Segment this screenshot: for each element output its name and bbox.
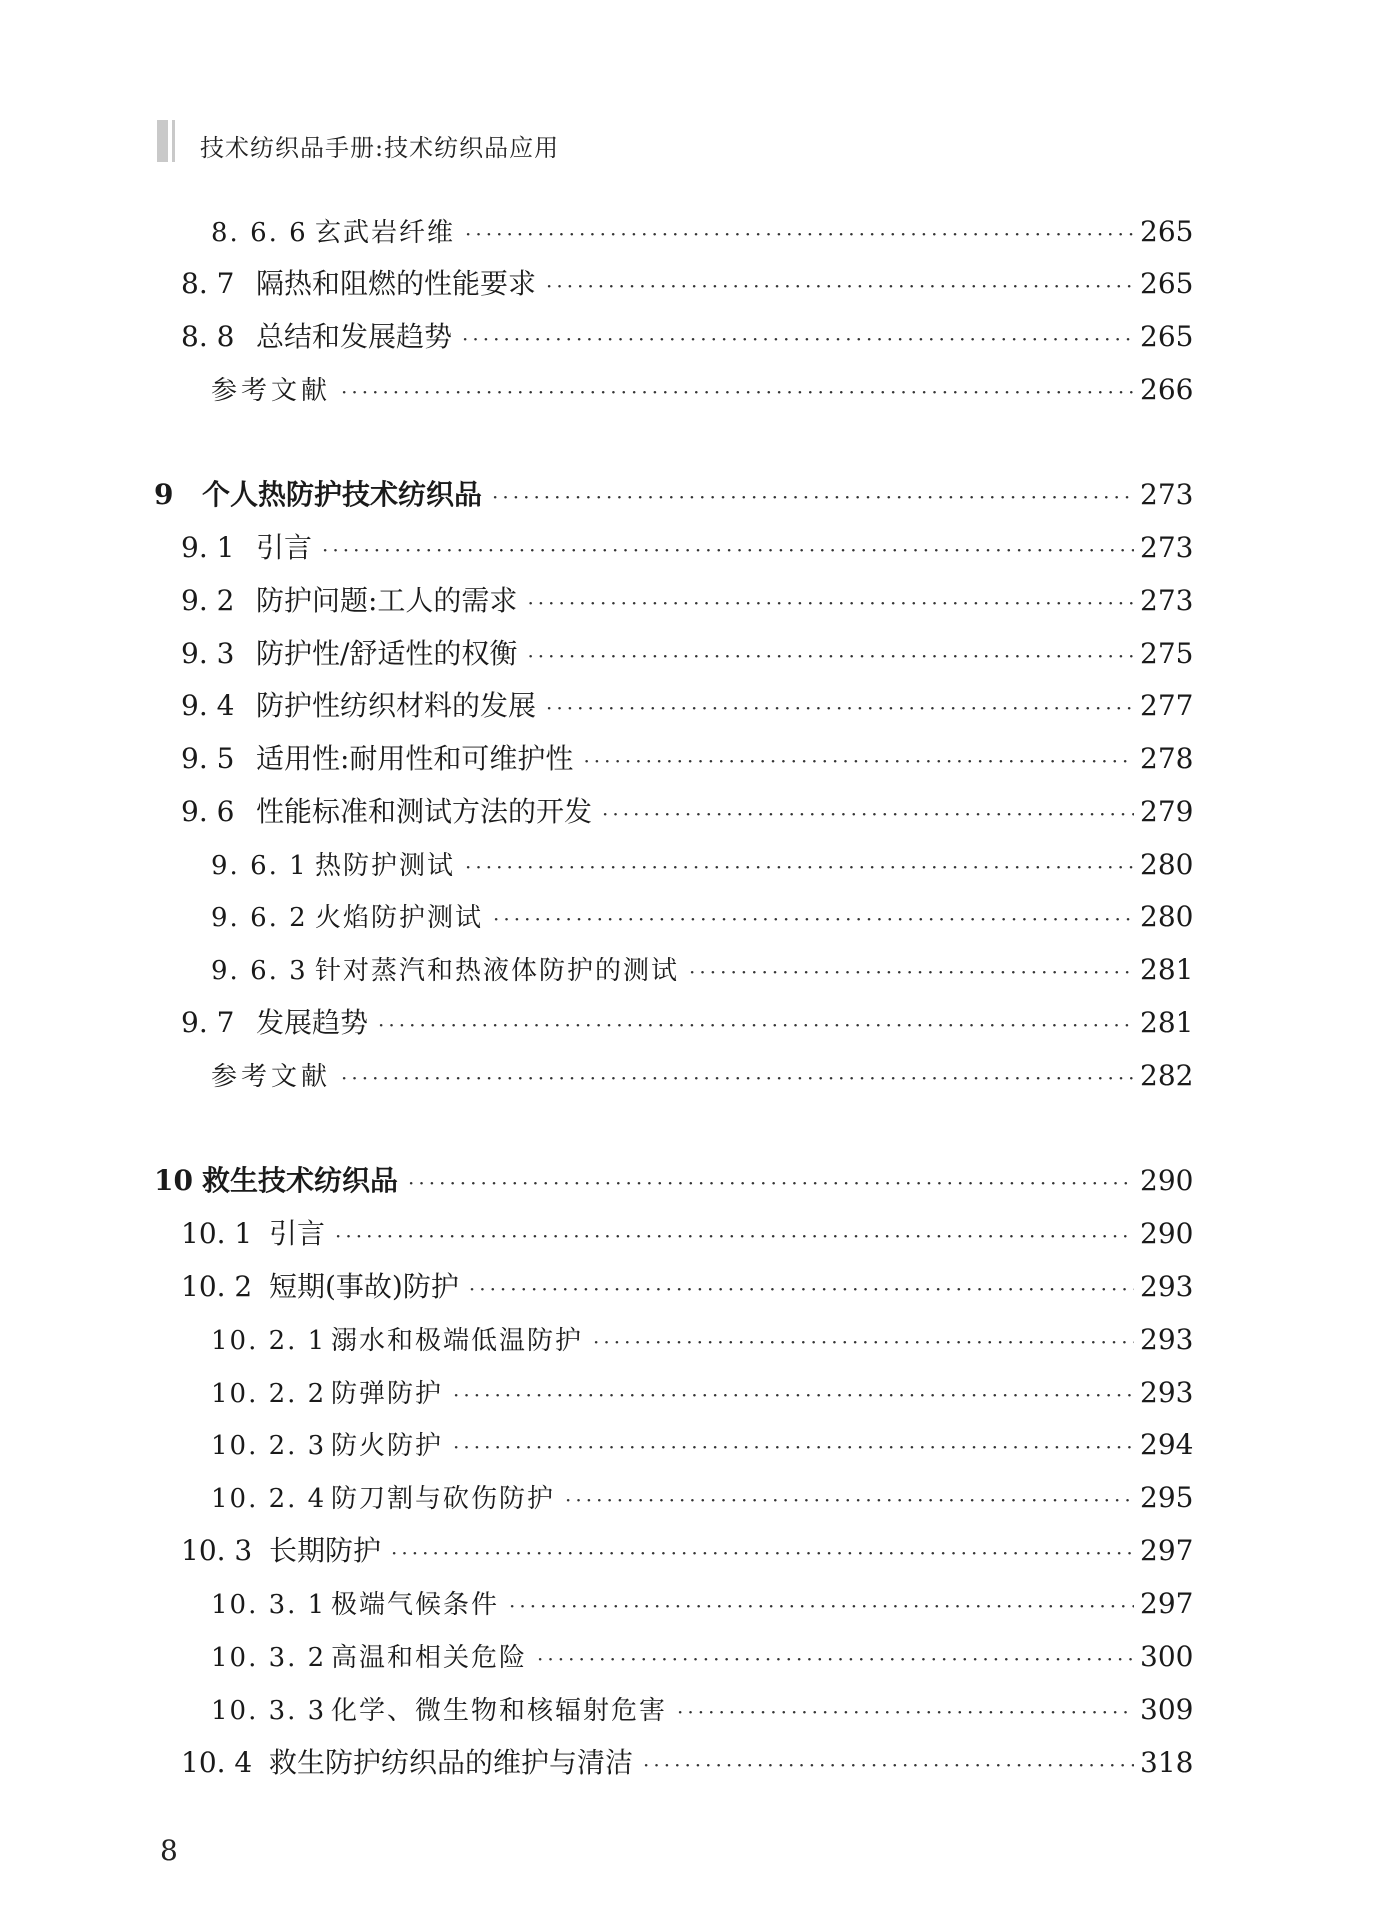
toc-entry-number: 9. 6. 3 — [211, 956, 308, 986]
toc-entry-number: 10 — [154, 1164, 193, 1197]
toc-leader-dots — [527, 583, 1134, 623]
toc-entry-title: 极端气候条件 — [331, 1590, 500, 1620]
toc-entry-page: 318 — [1140, 1746, 1194, 1779]
toc-entry-title: 适用性:耐用性和可维护性 — [256, 742, 574, 775]
toc-entry-number: 9. 6. 1 — [211, 851, 308, 881]
toc-entry-title: 防火防护 — [331, 1431, 444, 1461]
toc-entry-page: 297 — [1140, 1534, 1194, 1567]
toc-entry-title: 火焰防护测试 — [315, 903, 484, 933]
toc-leader-dots — [493, 899, 1134, 939]
toc-entry-title: 参考文献 — [211, 376, 332, 406]
toc-leader-dots — [453, 1427, 1134, 1467]
toc-entry-page: 290 — [1140, 1164, 1194, 1197]
toc-leader-dots — [341, 372, 1134, 412]
toc-leader-dots — [546, 688, 1134, 728]
toc-entry-number: 10. 3. 1 — [211, 1590, 327, 1620]
toc-entry-number: 10. 2 — [181, 1270, 253, 1303]
toc-entry[interactable] — [181, 1003, 1194, 1043]
toc-leader-dots — [602, 794, 1134, 834]
toc-entry-title: 引言 — [256, 531, 313, 564]
toc-entry[interactable] — [181, 792, 1194, 832]
toc-leader-dots — [527, 636, 1134, 676]
toc-entry[interactable] — [211, 212, 1194, 252]
toc-entry-number: 9. 3 — [181, 637, 235, 670]
toc-entry-page: 273 — [1140, 584, 1194, 617]
toc-entry[interactable] — [211, 1637, 1194, 1677]
toc-entry-number: 10. 3 — [181, 1534, 253, 1567]
toc-entry[interactable] — [211, 897, 1194, 937]
toc-entry-page: 273 — [1140, 531, 1194, 564]
toc-entry-title: 高温和相关危险 — [331, 1643, 528, 1673]
toc-entry-title: 引言 — [269, 1217, 326, 1250]
toc-entry-title: 热防护测试 — [315, 851, 456, 881]
toc-entry-page: 293 — [1140, 1270, 1194, 1303]
toc-entry-page: 280 — [1140, 848, 1194, 881]
toc-entry[interactable] — [181, 1531, 1194, 1571]
toc-entry[interactable] — [181, 317, 1194, 357]
toc-entry-number: 9. 4 — [181, 689, 235, 722]
toc-leader-dots — [462, 319, 1134, 359]
toc-entry[interactable] — [181, 739, 1194, 779]
toc-entry[interactable] — [211, 1320, 1194, 1360]
toc-leader-dots — [509, 1586, 1134, 1626]
toc-entry-title: 短期(事故)防护 — [269, 1270, 459, 1303]
toc-entry-title: 化学、微生物和核辐射危害 — [331, 1696, 668, 1726]
toc-entry-page: 277 — [1140, 689, 1194, 722]
toc-entry-number: 10. 2. 1 — [211, 1326, 327, 1356]
toc-entry-number: 10. 3. 2 — [211, 1643, 327, 1673]
toc-leader-dots — [689, 952, 1134, 992]
toc-entry-title: 隔热和阻燃的性能要求 — [256, 267, 537, 300]
toc-entry-number: 10. 2. 4 — [211, 1484, 327, 1514]
toc-entry-number: 9. 7 — [181, 1006, 235, 1039]
toc-entry-number: 9. 2 — [181, 584, 235, 617]
toc-leader-dots — [465, 214, 1134, 254]
toc-entry[interactable] — [181, 1267, 1194, 1307]
toc-leader-dots — [335, 1216, 1134, 1256]
toc-entry[interactable] — [211, 845, 1194, 885]
toc-entry-number: 10. 2. 3 — [211, 1431, 327, 1461]
toc-entry[interactable] — [211, 950, 1194, 990]
toc-entry[interactable] — [211, 370, 1194, 410]
toc-entry-number: 9. 6. 2 — [211, 903, 308, 933]
toc-entry-number: 8. 7 — [181, 267, 235, 300]
toc-entry-page: 300 — [1140, 1640, 1194, 1673]
toc-leader-dots — [677, 1692, 1134, 1732]
toc-entry-number: 10. 4 — [181, 1746, 253, 1779]
toc-leader-dots — [322, 530, 1134, 570]
toc-entry-title: 玄武岩纤维 — [315, 218, 456, 248]
toc-entry-page: 265 — [1140, 267, 1194, 300]
toc-entry-page: 273 — [1140, 478, 1194, 511]
toc-entry-page: 309 — [1140, 1693, 1194, 1726]
toc-entry-title: 参考文献 — [211, 1062, 332, 1092]
toc-entry-title: 防弹防护 — [331, 1379, 444, 1409]
toc-entry-page: 279 — [1140, 795, 1194, 828]
toc-entry[interactable] — [181, 634, 1194, 674]
page-number: 8 — [160, 1834, 178, 1867]
toc-leader-dots — [593, 1322, 1134, 1362]
toc-entry[interactable] — [181, 581, 1194, 621]
toc-leader-dots — [583, 741, 1134, 781]
toc-entry-number: 9. 1 — [181, 531, 235, 564]
toc-entry[interactable] — [154, 1161, 1194, 1201]
toc-entry[interactable] — [211, 1373, 1194, 1413]
toc-entry-title: 防护性纺织材料的发展 — [256, 689, 537, 722]
toc-entry[interactable] — [181, 1743, 1194, 1783]
toc-entry[interactable] — [181, 686, 1194, 726]
toc-entry[interactable] — [211, 1056, 1194, 1096]
toc-entry[interactable] — [211, 1425, 1194, 1465]
header-bar-decoration-thin — [172, 120, 175, 162]
toc-entry[interactable] — [181, 1214, 1194, 1254]
toc-leader-dots — [492, 477, 1134, 517]
toc-entry-title: 救生防护纺织品的维护与清洁 — [269, 1746, 634, 1779]
toc-entry-number: 8. 6. 6 — [211, 218, 308, 248]
toc-entry-page: 297 — [1140, 1587, 1194, 1620]
toc-leader-dots — [546, 266, 1134, 306]
toc-leader-dots — [391, 1533, 1134, 1573]
toc-leader-dots — [565, 1480, 1134, 1520]
toc-entry-page: 281 — [1140, 1006, 1194, 1039]
toc-entry-number: 10. 1 — [181, 1217, 253, 1250]
toc-entry-number: 9. 5 — [181, 742, 235, 775]
toc-entry-number: 8. 8 — [181, 320, 235, 353]
toc-entry-page: 293 — [1140, 1323, 1194, 1356]
toc-entry-page: 281 — [1140, 953, 1194, 986]
toc-entry-title: 救生技术纺织品 — [202, 1164, 399, 1197]
toc-entry-page: 275 — [1140, 637, 1194, 670]
toc-entry[interactable] — [211, 1690, 1194, 1730]
toc-leader-dots — [408, 1163, 1134, 1203]
toc-entry-number: 9. 6 — [181, 795, 235, 828]
toc-entry[interactable] — [211, 1478, 1194, 1518]
toc-entry-page: 265 — [1140, 320, 1194, 353]
toc-entry-page: 294 — [1140, 1428, 1194, 1461]
toc-leader-dots — [465, 847, 1134, 887]
toc-entry[interactable] — [211, 1584, 1194, 1624]
toc-entry-title: 溺水和极端低温防护 — [331, 1326, 584, 1356]
toc-leader-dots — [537, 1639, 1134, 1679]
toc-entry-title: 防刀割与砍伤防护 — [331, 1484, 556, 1514]
toc-entry-title: 发展趋势 — [256, 1006, 369, 1039]
toc-entry[interactable] — [154, 475, 1194, 515]
toc-entry-number: 9 — [154, 478, 174, 511]
toc-entry-number: 10. 3. 3 — [211, 1696, 327, 1726]
toc-entry-number: 10. 2. 2 — [211, 1379, 327, 1409]
toc-entry[interactable] — [181, 528, 1194, 568]
toc-entry-title: 针对蒸汽和热液体防护的测试 — [315, 956, 680, 986]
toc-entry-page: 293 — [1140, 1376, 1194, 1409]
running-header-title: 技术纺织品手册:技术纺织品应用 — [200, 134, 560, 162]
toc-entry-page: 278 — [1140, 742, 1194, 775]
toc-entry-title: 长期防护 — [269, 1534, 382, 1567]
toc-leader-dots — [378, 1005, 1134, 1045]
toc-leader-dots — [469, 1269, 1134, 1309]
toc-entry-page: 265 — [1140, 215, 1194, 248]
toc-entry-title: 防护问题:工人的需求 — [256, 584, 518, 617]
toc-leader-dots — [643, 1745, 1134, 1785]
toc-leader-dots — [341, 1058, 1134, 1098]
header-bar-decoration — [157, 120, 168, 162]
toc-entry-page: 295 — [1140, 1481, 1194, 1514]
toc-entry-page: 282 — [1140, 1059, 1194, 1092]
toc-entry-page: 280 — [1140, 900, 1194, 933]
toc-entry-title: 性能标准和测试方法的开发 — [256, 795, 593, 828]
toc-entry-title: 总结和发展趋势 — [256, 320, 453, 353]
toc-entry[interactable] — [181, 264, 1194, 304]
toc-leader-dots — [453, 1375, 1134, 1415]
toc-entry-page: 290 — [1140, 1217, 1194, 1250]
toc-entry-title: 个人热防护技术纺织品 — [202, 478, 483, 511]
toc-entry-title: 防护性/舒适性的权衡 — [256, 637, 518, 670]
toc-entry-page: 266 — [1140, 373, 1194, 406]
